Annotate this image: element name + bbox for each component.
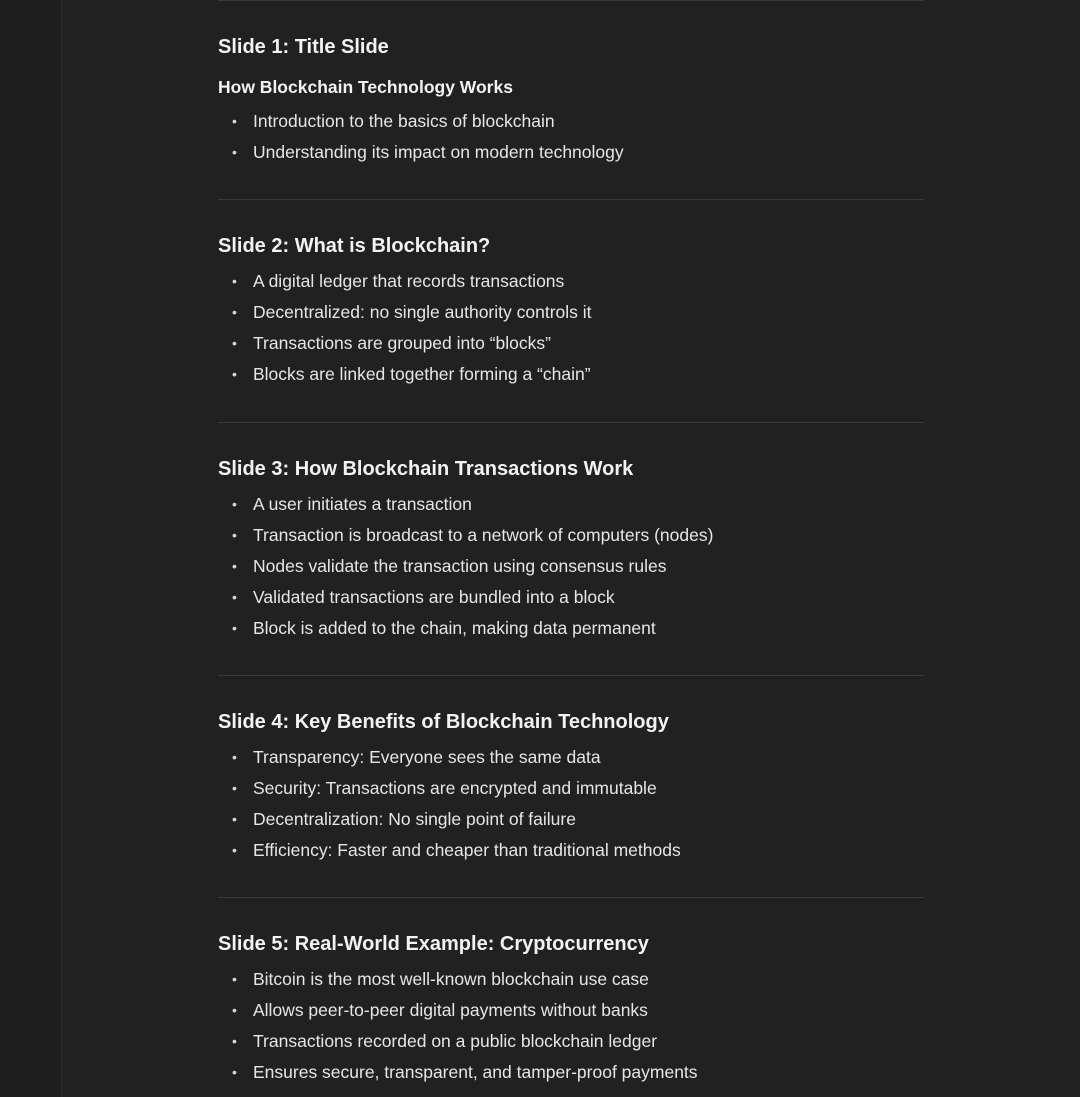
bullet-icon: • xyxy=(232,366,237,382)
list-item-text: Introduction to the basics of blockchain xyxy=(253,111,555,131)
bullet-icon: • xyxy=(232,273,237,289)
list-item-text: Efficiency: Faster and cheaper than traditional methods xyxy=(253,840,681,860)
slide-2-title: Slide 2: What is Blockchain? xyxy=(218,235,491,257)
list-item-text: A user initiates a transaction xyxy=(253,494,472,514)
slide-3 xyxy=(218,456,924,644)
slide-4-bullet-list xyxy=(218,742,924,866)
slide-4-title: Slide 4: Key Benefits of Blockchain Technology xyxy=(218,711,669,733)
bullet-icon: • xyxy=(232,496,237,512)
list-item xyxy=(218,582,924,613)
list-item-text: Understanding its impact on modern technology xyxy=(253,142,624,162)
bullet-icon: • xyxy=(232,1002,237,1018)
slide-2 xyxy=(218,233,924,390)
list-item xyxy=(218,742,924,773)
slide-5-bullet-list xyxy=(218,964,924,1088)
list-item-text: Transactions are grouped into “blocks” xyxy=(253,333,551,353)
list-item-text: Transaction is broadcast to a network of computers (nodes) xyxy=(253,525,714,545)
slide-3-title: Slide 3: How Blockchain Transactions Work xyxy=(218,458,634,480)
slide-3-bullet-list xyxy=(218,489,924,644)
bullet-icon: • xyxy=(232,1033,237,1049)
list-item xyxy=(218,804,924,835)
list-item-text: Nodes validate the transaction using consensus rules xyxy=(253,556,667,576)
bullet-icon: • xyxy=(232,971,237,987)
list-item xyxy=(218,266,924,297)
bullet-icon: • xyxy=(232,780,237,796)
list-item xyxy=(218,773,924,804)
bullet-icon: • xyxy=(232,749,237,765)
slide-5 xyxy=(218,931,924,1088)
list-item xyxy=(218,520,924,551)
list-item xyxy=(218,613,924,644)
left-sidebar-rail xyxy=(0,0,62,1097)
list-item-text: Decentralization: No single point of failure xyxy=(253,809,576,829)
bullet-icon: • xyxy=(232,1064,237,1080)
slide-2-bullet-list xyxy=(218,266,924,390)
list-item xyxy=(218,359,924,390)
list-item-text: Transparency: Everyone sees the same data xyxy=(253,747,601,767)
top-divider xyxy=(218,0,924,1)
slide-5-title: Slide 5: Real-World Example: Cryptocurrency xyxy=(218,933,649,955)
list-item-text: Decentralized: no single authority controls it xyxy=(253,302,592,322)
list-item xyxy=(218,964,924,995)
bullet-icon: • xyxy=(232,620,237,636)
list-item xyxy=(218,1057,924,1088)
list-item xyxy=(218,328,924,359)
list-item-text: A digital ledger that records transactions xyxy=(253,271,565,291)
section-divider xyxy=(218,422,924,423)
list-item-text: Validated transactions are bundled into a block xyxy=(253,587,615,607)
list-item-text: Transactions recorded on a public blockchain ledger xyxy=(253,1031,658,1051)
slide-1-subtitle: How Blockchain Technology Works xyxy=(218,77,513,97)
list-item-text: Blocks are linked together forming a “chain” xyxy=(253,364,591,384)
list-item xyxy=(218,489,924,520)
bullet-icon: • xyxy=(232,842,237,858)
list-item-text: Allows peer-to-peer digital payments without banks xyxy=(253,1000,648,1020)
list-item xyxy=(218,551,924,582)
list-item xyxy=(218,835,924,866)
slide-4 xyxy=(218,709,924,866)
section-divider xyxy=(218,199,924,200)
list-item-text: Security: Transactions are encrypted and immutable xyxy=(253,778,657,798)
list-item-text: Ensures secure, transparent, and tamper-proof payments xyxy=(253,1062,698,1082)
section-divider xyxy=(218,675,924,676)
bullet-icon: • xyxy=(232,144,237,160)
bullet-icon: • xyxy=(232,527,237,543)
slide-1-title: Slide 1: Title Slide xyxy=(218,36,389,58)
bullet-icon: • xyxy=(232,113,237,129)
list-item xyxy=(218,137,924,168)
bullet-icon: • xyxy=(232,811,237,827)
list-item xyxy=(218,1026,924,1057)
bullet-icon: • xyxy=(232,558,237,574)
slide-1-bullet-list xyxy=(218,106,924,168)
slide-1 xyxy=(218,34,924,168)
bullet-icon: • xyxy=(232,335,237,351)
list-item xyxy=(218,995,924,1026)
list-item-text: Bitcoin is the most well-known blockchain use case xyxy=(253,969,649,989)
list-item-text: Block is added to the chain, making data permanent xyxy=(253,618,656,638)
list-item xyxy=(218,106,924,137)
list-item xyxy=(218,297,924,328)
bullet-icon: • xyxy=(232,589,237,605)
bullet-icon: • xyxy=(232,304,237,320)
chat-message-content xyxy=(218,0,924,1088)
section-divider xyxy=(218,897,924,898)
